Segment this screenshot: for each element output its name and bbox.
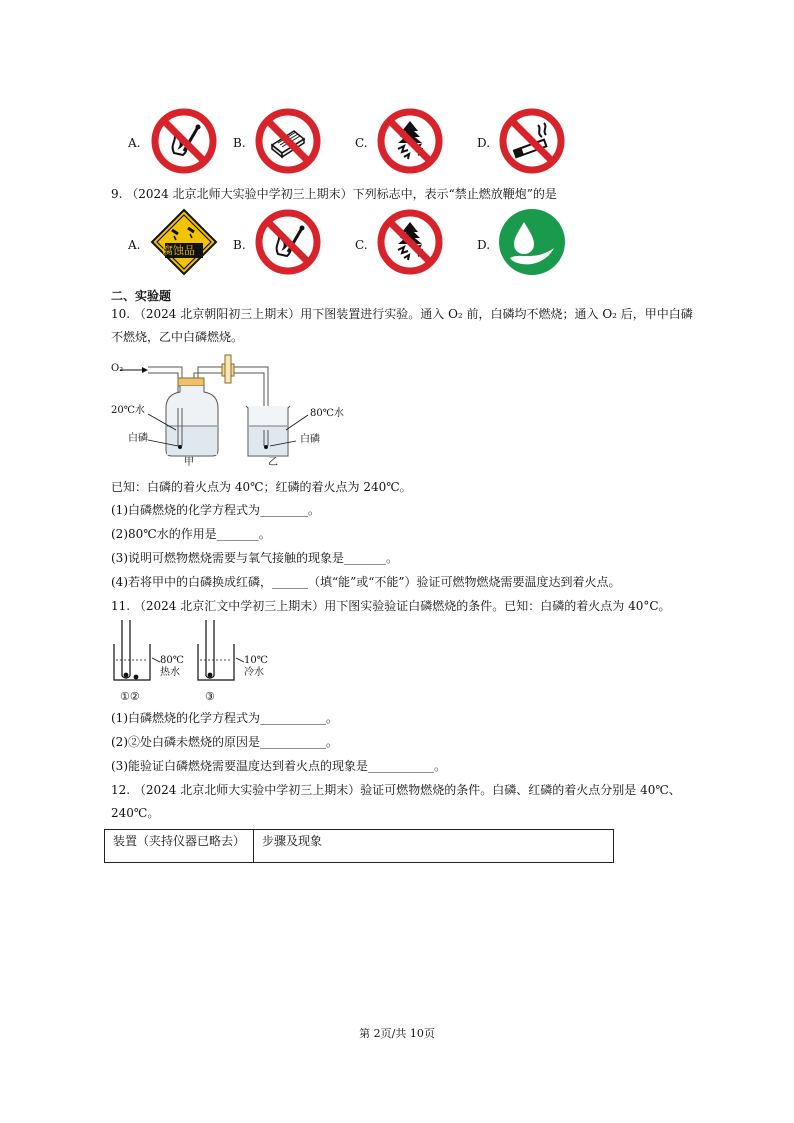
table-header-apparatus: 装置（夹持仪器已略去） [105,830,254,863]
q11-cold-water: 冷水 [244,667,264,678]
q12-table [104,829,614,863]
q9-option-b-letter: B. [233,238,246,252]
q12-stem-line2: 240℃。 [111,806,160,820]
q11-stem: 11. （2024 北京汇文中学初三上期末）用下图实验验证白磷燃烧的条件。已知：白磷的着火点为 40°C。 [111,599,671,613]
o2-label: O₂ [111,363,124,374]
yi-water-label: 80℃水 [310,408,344,419]
yi-phosphorus-label: 白磷 [300,434,320,445]
q9-option-c-letter: C. [355,238,368,252]
q12-stem-line1: 12. （2024 北京北师大实验中学初三上期末）验证可燃物燃烧的条件。白磷、红磷的着火点分别是 40℃、 [111,783,681,797]
no-firecrackers-icon [376,107,444,175]
q11-hot-temp: 80℃ [160,655,184,666]
q10-known: 已知：白磷的着火点为 40℃；红磷的着火点为 240℃。 [111,480,412,494]
q9-stem: 9. （2024 北京北师大实验中学初三上期末）下列标志中，表示“禁止燃放鞭炮”的是 [111,187,557,201]
jia-phosphorus-label: 白磷 [128,433,148,444]
no-matches-icon [254,107,322,175]
table-row [105,830,614,863]
jia-water-label: 20℃水 [111,405,145,416]
q11-marks-left: ①② [120,690,140,703]
q8-option-b-letter: B. [233,136,246,150]
q10-part4: (4)若将甲中的白磷换成红磷，______（填“能”或“不能”）验证可燃物燃烧需要温度达到着火点。 [111,575,621,589]
q10-stem-line1: 10. （2024 北京朝阳初三上期末）用下图装置进行实验。通入 O₂ 前，白磷均不燃烧；通入 O₂ 后，甲中白磷 [111,307,693,321]
q11-cold-temp: 10℃ [244,655,268,666]
q11-part1: (1)白磷燃烧的化学方程式为___________。 [111,711,338,725]
q11-hot-water: 热水 [160,667,180,678]
q8-option-d-letter: D. [477,136,491,150]
no-firecrackers-icon [376,208,444,276]
corrosive-warning-icon [150,208,218,276]
section-title: 二、实验题 [111,289,172,303]
no-open-flame-icon [150,107,218,175]
table-header-steps: 步骤及现象 [254,830,614,863]
q10-part3: (3)说明可燃物燃烧需要与氧气接触的现象是_______。 [111,551,398,565]
q10-part1: (1)白磷燃烧的化学方程式为________。 [111,503,320,517]
no-open-flame-icon [254,208,322,276]
page-number: 第 2页/共 10页 [359,1027,435,1040]
q11-part2: (2)②处白磷未燃烧的原因是___________。 [111,735,338,749]
q8-option-a-letter: A. [128,136,141,150]
corrosive-sign-text: 腐蚀品 [162,244,195,257]
jia-label: 甲 [184,457,194,468]
q9-option-d-letter: D. [477,238,491,252]
q11-marks-right: ③ [205,690,215,703]
water-saving-icon [498,208,566,276]
yi-label: 乙 [268,457,278,468]
q10-stem-line2: 不燃烧，乙中白磷燃烧。 [111,330,244,344]
q9-option-a-letter: A. [128,238,141,252]
q11-part3: (3)能验证白磷燃烧需要温度达到着火点的现象是___________。 [111,759,446,773]
q8-option-c-letter: C. [355,136,368,150]
q10-part2: (2)80℃水的作用是_______。 [111,527,271,541]
no-smoking-icon [498,107,566,175]
